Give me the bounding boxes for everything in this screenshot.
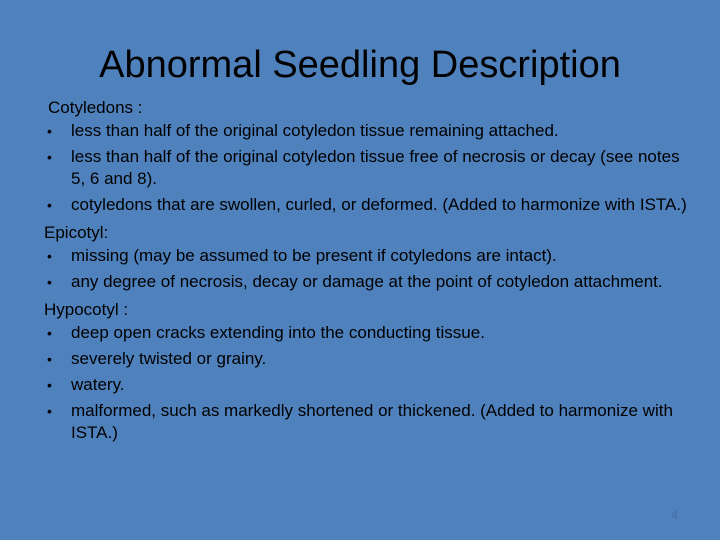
list-item	[44, 146, 694, 190]
bullet-icon: •	[47, 325, 52, 341]
section-heading: Hypocotyl :	[44, 300, 129, 319]
list-item-text: less than half of the original cotyledon tissue remaining attached.	[71, 121, 559, 140]
bullet-icon: •	[47, 248, 52, 264]
bullet-icon: •	[47, 274, 52, 290]
list-item	[44, 374, 694, 396]
list-item	[44, 348, 694, 370]
list-item	[44, 400, 694, 444]
list-item-text: deep open cracks extending into the conducting tissue.	[71, 323, 485, 342]
page-number: 4	[671, 508, 678, 522]
list-item	[44, 322, 694, 344]
list-item	[44, 271, 694, 293]
list-item-text: cotyledons that are swollen, curled, or deformed. (Added to harmonize with ISTA.)	[71, 195, 687, 214]
section-heading: Epicotyl:	[44, 223, 109, 242]
slide-content	[44, 95, 694, 448]
section-cotyledons	[44, 95, 694, 216]
list-item-text: severely twisted or grainy.	[71, 349, 267, 368]
list-item-text: any degree of necrosis, decay or damage at the point of cotyledon attachment.	[71, 272, 663, 291]
bullet-icon: •	[47, 149, 52, 165]
list-item-text: less than half of the original cotyledon tissue free of necrosis or decay (see notes 5, 6 and 8).	[71, 147, 680, 188]
section-epicotyl	[44, 220, 694, 293]
list-item-text: watery.	[71, 375, 125, 394]
section-heading: Cotyledons :	[48, 98, 143, 117]
list-item	[44, 194, 694, 216]
list-item-text: missing (may be assumed to be present if cotyledons are intact).	[71, 246, 557, 265]
list-item	[44, 120, 694, 142]
bullet-icon: •	[47, 403, 52, 419]
slide-title: Abnormal Seedling Description	[99, 44, 621, 86]
bullet-list	[44, 322, 694, 444]
bullet-list	[44, 120, 694, 216]
bullet-icon: •	[47, 123, 52, 139]
list-item	[44, 245, 694, 267]
section-hypocotyl	[44, 297, 694, 444]
bullet-list	[44, 245, 694, 293]
bullet-icon: •	[47, 351, 52, 367]
bullet-icon: •	[47, 377, 52, 393]
list-item-text: malformed, such as markedly shortened or thickened. (Added to harmonize with ISTA.)	[71, 401, 673, 442]
bullet-icon: •	[47, 197, 52, 213]
